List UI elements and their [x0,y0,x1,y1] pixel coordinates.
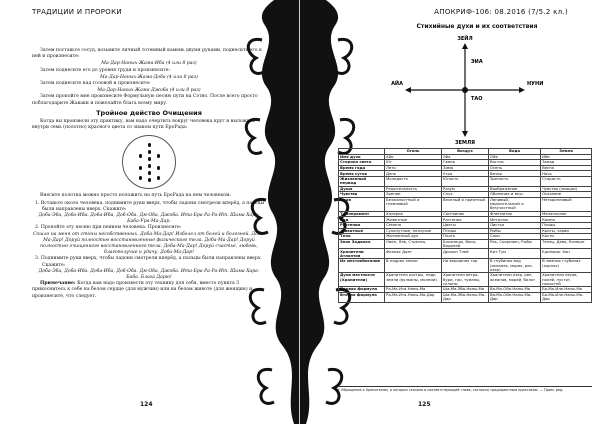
table-cell: Овен, Лев, Стрелец [385,239,442,249]
column-header: Воздух [442,149,489,155]
column-header: Огонь [385,149,442,155]
column-header: Вода [488,149,540,155]
table-row [339,249,592,259]
row-label: Вторая формула [339,292,385,302]
row-label: Род [339,217,385,223]
page-title: Стихийные духи и их соответствия [416,23,538,30]
table-cell: Ба-Ма-Иле-Наны-Ма-Дар [541,292,592,302]
table-row [339,292,592,302]
table-cell: Ра-Ма-Ита-Наны-Ма-Дар [385,292,442,302]
table-body [339,154,592,302]
chant-line: Ма-Дар-Наных-Жама-Джоба (4 или 8 раз) [97,88,201,94]
table-cell: Разум [442,186,489,192]
table-cell: Юг [385,160,442,166]
table-cell: Веселый и приятный [442,197,489,211]
page-number-left: 124 [140,401,153,408]
left-body [32,48,266,301]
table-cell: Хранители озер, рек, океанов, морей, болот [488,273,540,287]
table-cell: Рыбы [488,228,540,234]
table-cell: Молодость [385,176,442,186]
list-item: 1. Встаньте около человека, поднимите руки вверх, чтобы ладони смотрели вперёд, а пальцы были направлены вверх. Скажите: [35,200,265,212]
table-cell: Обоняние и вкус [488,192,540,198]
table-cell: Ийе [541,154,592,160]
diagram-label-left: АЙА [391,81,403,87]
table-cell: Жизненный дух [385,234,442,240]
table-cell: Флегматик [488,211,540,217]
row-label: Первая формула [339,287,385,293]
dot-pattern-circle-icon [122,135,176,189]
table-cell: Металлы [488,217,540,223]
table-cell: Ночь [541,171,592,177]
table-cell: Соки [488,234,540,240]
table-cell: Близнецы, Весы, Водолей [442,239,489,249]
row-label: Время года [339,165,385,171]
table-cell: На вершинах гор [442,259,489,273]
row-label: Растения [339,222,385,228]
table-cell: В недрах земли [385,259,442,273]
table-cell: Решительность [385,186,442,192]
table-row [339,176,592,186]
table-cell: Эйа [442,154,489,160]
list-item: 3. Поднимите руки вверх, чтобы ладони смотрели вперёд, а пальцы были направлены вверх. Скажите: [35,256,262,268]
row-label: Имя духа [339,154,385,160]
table-cell: Сухопутные, ползучие [385,228,442,234]
table-cell: Чувство (эмоции) [541,186,592,192]
row-label: Сторона света [339,160,385,166]
paragraph: Когда вы произвели эту практику, вам надо очертить вокруг человека круг и выложить внутри семь (полотно) красного цвета со знаком пути ЕроРада: [32,119,256,131]
chant-line: Ма-Дар-Наных-Жама-Иба (4 или 8 раз) [101,61,197,67]
table-cell: Слух [442,192,489,198]
table-cell: Ба-Ма-Иле-Наны-Ма [541,287,592,293]
diagram-label-top: ЗЕЙЛ [457,36,473,42]
table-cell: Дракон Тлей [442,249,489,259]
table-cell: В земных глубинах (корнях) [541,259,592,273]
row-label: Время суток [339,171,385,177]
table-cell: Весна [541,165,592,171]
table-cell: Айо [385,154,442,160]
table-cell: Ша-Ма-Эба-Наны-Ма-Дар [442,292,489,302]
table-cell: Птицы [442,228,489,234]
chant-block: Сошло на меня от стоны несобственных. Доба-Ма-Дар! Изболел от болей и болезней. Доба-Ма-Дар! Доруй полностью восстановленные физического тела. Доба-Ма-Дар! Доруй полностью очищенного восстановленного тела. Доба-Ма-Дар! Доруй счастье, любовь, благополучие и удачу. Доба-Ма-Дар! [32,231,266,256]
running-head-left: ТРАДИЦИИ И ПРОРОКИ [32,8,122,16]
table-row [339,239,592,249]
table-cell: Цветы [442,222,489,228]
table-cell: Старость [541,176,592,186]
table-cell: Сангвиник [442,211,489,217]
row-label: Жизненный период [339,176,385,186]
table-cell: Ойе [488,154,540,160]
table-cell: Животные [385,217,442,223]
table-cell: Телец, Дева, Козерог [541,239,592,249]
row-label: Душа [339,186,385,192]
table-cell: Лето [385,165,442,171]
table-cell: Кроты, черви [541,228,592,234]
running-head-right: АПОКРИФ-106: 08.2016 (7/5.2 кл.) [434,8,568,16]
row-label: Нрав [339,197,385,211]
table-cell: Безжалостный и гневливый [385,197,442,211]
table-cell: Осязание [541,192,592,198]
table-cell: В глубинах вод (океанах, морях, рек, озер) [488,259,540,273]
row-label: Знак Зодиака [339,239,385,249]
table-cell: Кит Тум [488,249,540,259]
table-row [339,197,592,211]
row-label: Духи местности (Хранители) [339,273,385,287]
table-cell: Восток [488,160,540,166]
right-page [300,0,600,424]
table-cell: Ва-Ма-Ойе-Наны-Ма-Дар [488,292,540,302]
table-cell: Холерик [385,211,442,217]
diagram-label-air: ЭИА [471,59,483,65]
table-cell: Ленивый, медлительный и безучастный [488,197,540,211]
diagram-label-bottom: ЗЕМЛЯ [455,140,475,145]
row-label: Тело [339,234,385,240]
table-cell: Хранители костры, недр земли (вулканы, молнии) [385,273,442,287]
row-label: Чувства [339,192,385,198]
paragraph: Затем пропойте мне произнесите Формульную песню пути на Сотво. После всего просто поблагодарите Жаваки и пожелайте блага всему миру. [32,94,258,106]
table-cell: Зима [442,165,489,171]
chant-block: Доба-Эба, Доба-Иба. Доба-Иба, Доб-Оба. Дм-Оба, Джоба. Ита-Бра-Ра-Ра-Ит. Шама-Хара-Баба-Ура-Ма-Дар. [38,213,260,225]
table-cell: Утро [442,171,489,177]
table-cell: День [385,171,442,177]
table-cell: Ра-Ма-Ита-Наны-Ма [385,287,442,293]
correspondence-table [338,148,592,303]
table-cell: Неторопливый [541,197,592,211]
list-item: 2. Пропойте эту песню при пением человека. Произнесите: [35,225,182,231]
table-cell: Семена [385,222,442,228]
note [32,281,266,300]
table-cell: Ша-Ма-Эба-Наны-Ма [442,287,489,293]
table-cell: Камни [541,217,592,223]
paragraph: Затем поставьте сосуд, возьмите личный тотемный камень двумя руками, поднесите его к ней и произнесите: [32,48,262,60]
paragraph: Затем поднесите его до уровня груди и произнесите: [40,67,170,73]
paragraph: Затем поднесите над головой и произнесите: [40,81,151,87]
note-label: Примечание: [40,281,76,287]
table-cell: Единорог Хан [541,249,592,259]
table-cell: Вечер [488,171,540,177]
table-cell: Хранители ветра, бури, гор, туманы, склоны [442,273,489,287]
table-cell: Воображение [488,186,540,192]
table-cell: Запад [541,160,592,166]
note-text: Когда вам надо произвести эту технику для себя, вместо пункта 3 прикоснитесь к себе на белом сердце (для мужчин) или на белом животе (для женщин) и произнесите, что следует. [32,281,253,299]
table-cell: Север [442,160,489,166]
table-cell: Плоды [541,222,592,228]
elements-cross-diagram [385,33,545,145]
table-cell: Кости [541,234,592,240]
table-cell: Ва-Ма-Ойе-Наны-Ма [488,287,540,293]
table-cell: Меланхолик [541,211,592,217]
table-cell: Осень [488,165,540,171]
paragraph: Внесите полотна можно просто положить на путь ЕроРада на нем человеком. [40,193,232,199]
row-label: Хранители Атлантов [339,249,385,259]
table-cell: Зрение [385,192,442,198]
chant-block: Доба-Эба, Доба-Иба. Доба-Иба, Доб-Оба. Дм-Оба, Джоба. Ита-Бра-Ра-Ра-Ит. Шама-Хара-Баба. Блага Дарю! [38,268,260,281]
diagram-label-center: ТАО [471,96,483,102]
table-cell: Феникс Дает [385,249,442,259]
chant-line: Ма-Дар-Наных-Жама-Доба (4 или 8 раз) [100,74,198,80]
row-label: Животные [339,228,385,234]
row-label: Их местообитание [339,259,385,273]
table-row [339,259,592,273]
row-label: Темперамент [339,211,385,217]
table-cell: Плоть [442,234,489,240]
table-row [339,273,592,287]
page-number-right: 125 [418,401,431,408]
table-cell: Юность [442,176,489,186]
table-cell: Хранители лесов, полей, пустот, полостей [541,273,592,287]
table-cell: Рак, Скорпион, Рыбы [488,239,540,249]
table-cell: Листья [488,222,540,228]
footnote: * Обращение к Хранителям, о которых сказано в соответствующей главе, согласно традиционным практикам. — Прим. ред. [338,386,592,392]
column-header: Земля [541,149,592,155]
section-heading: Тройное действо Очищения [96,108,202,117]
diagram-label-right: НУНИ [527,81,544,87]
table-cell: Растения [442,217,489,223]
table-cell: Зрелость [488,176,540,186]
